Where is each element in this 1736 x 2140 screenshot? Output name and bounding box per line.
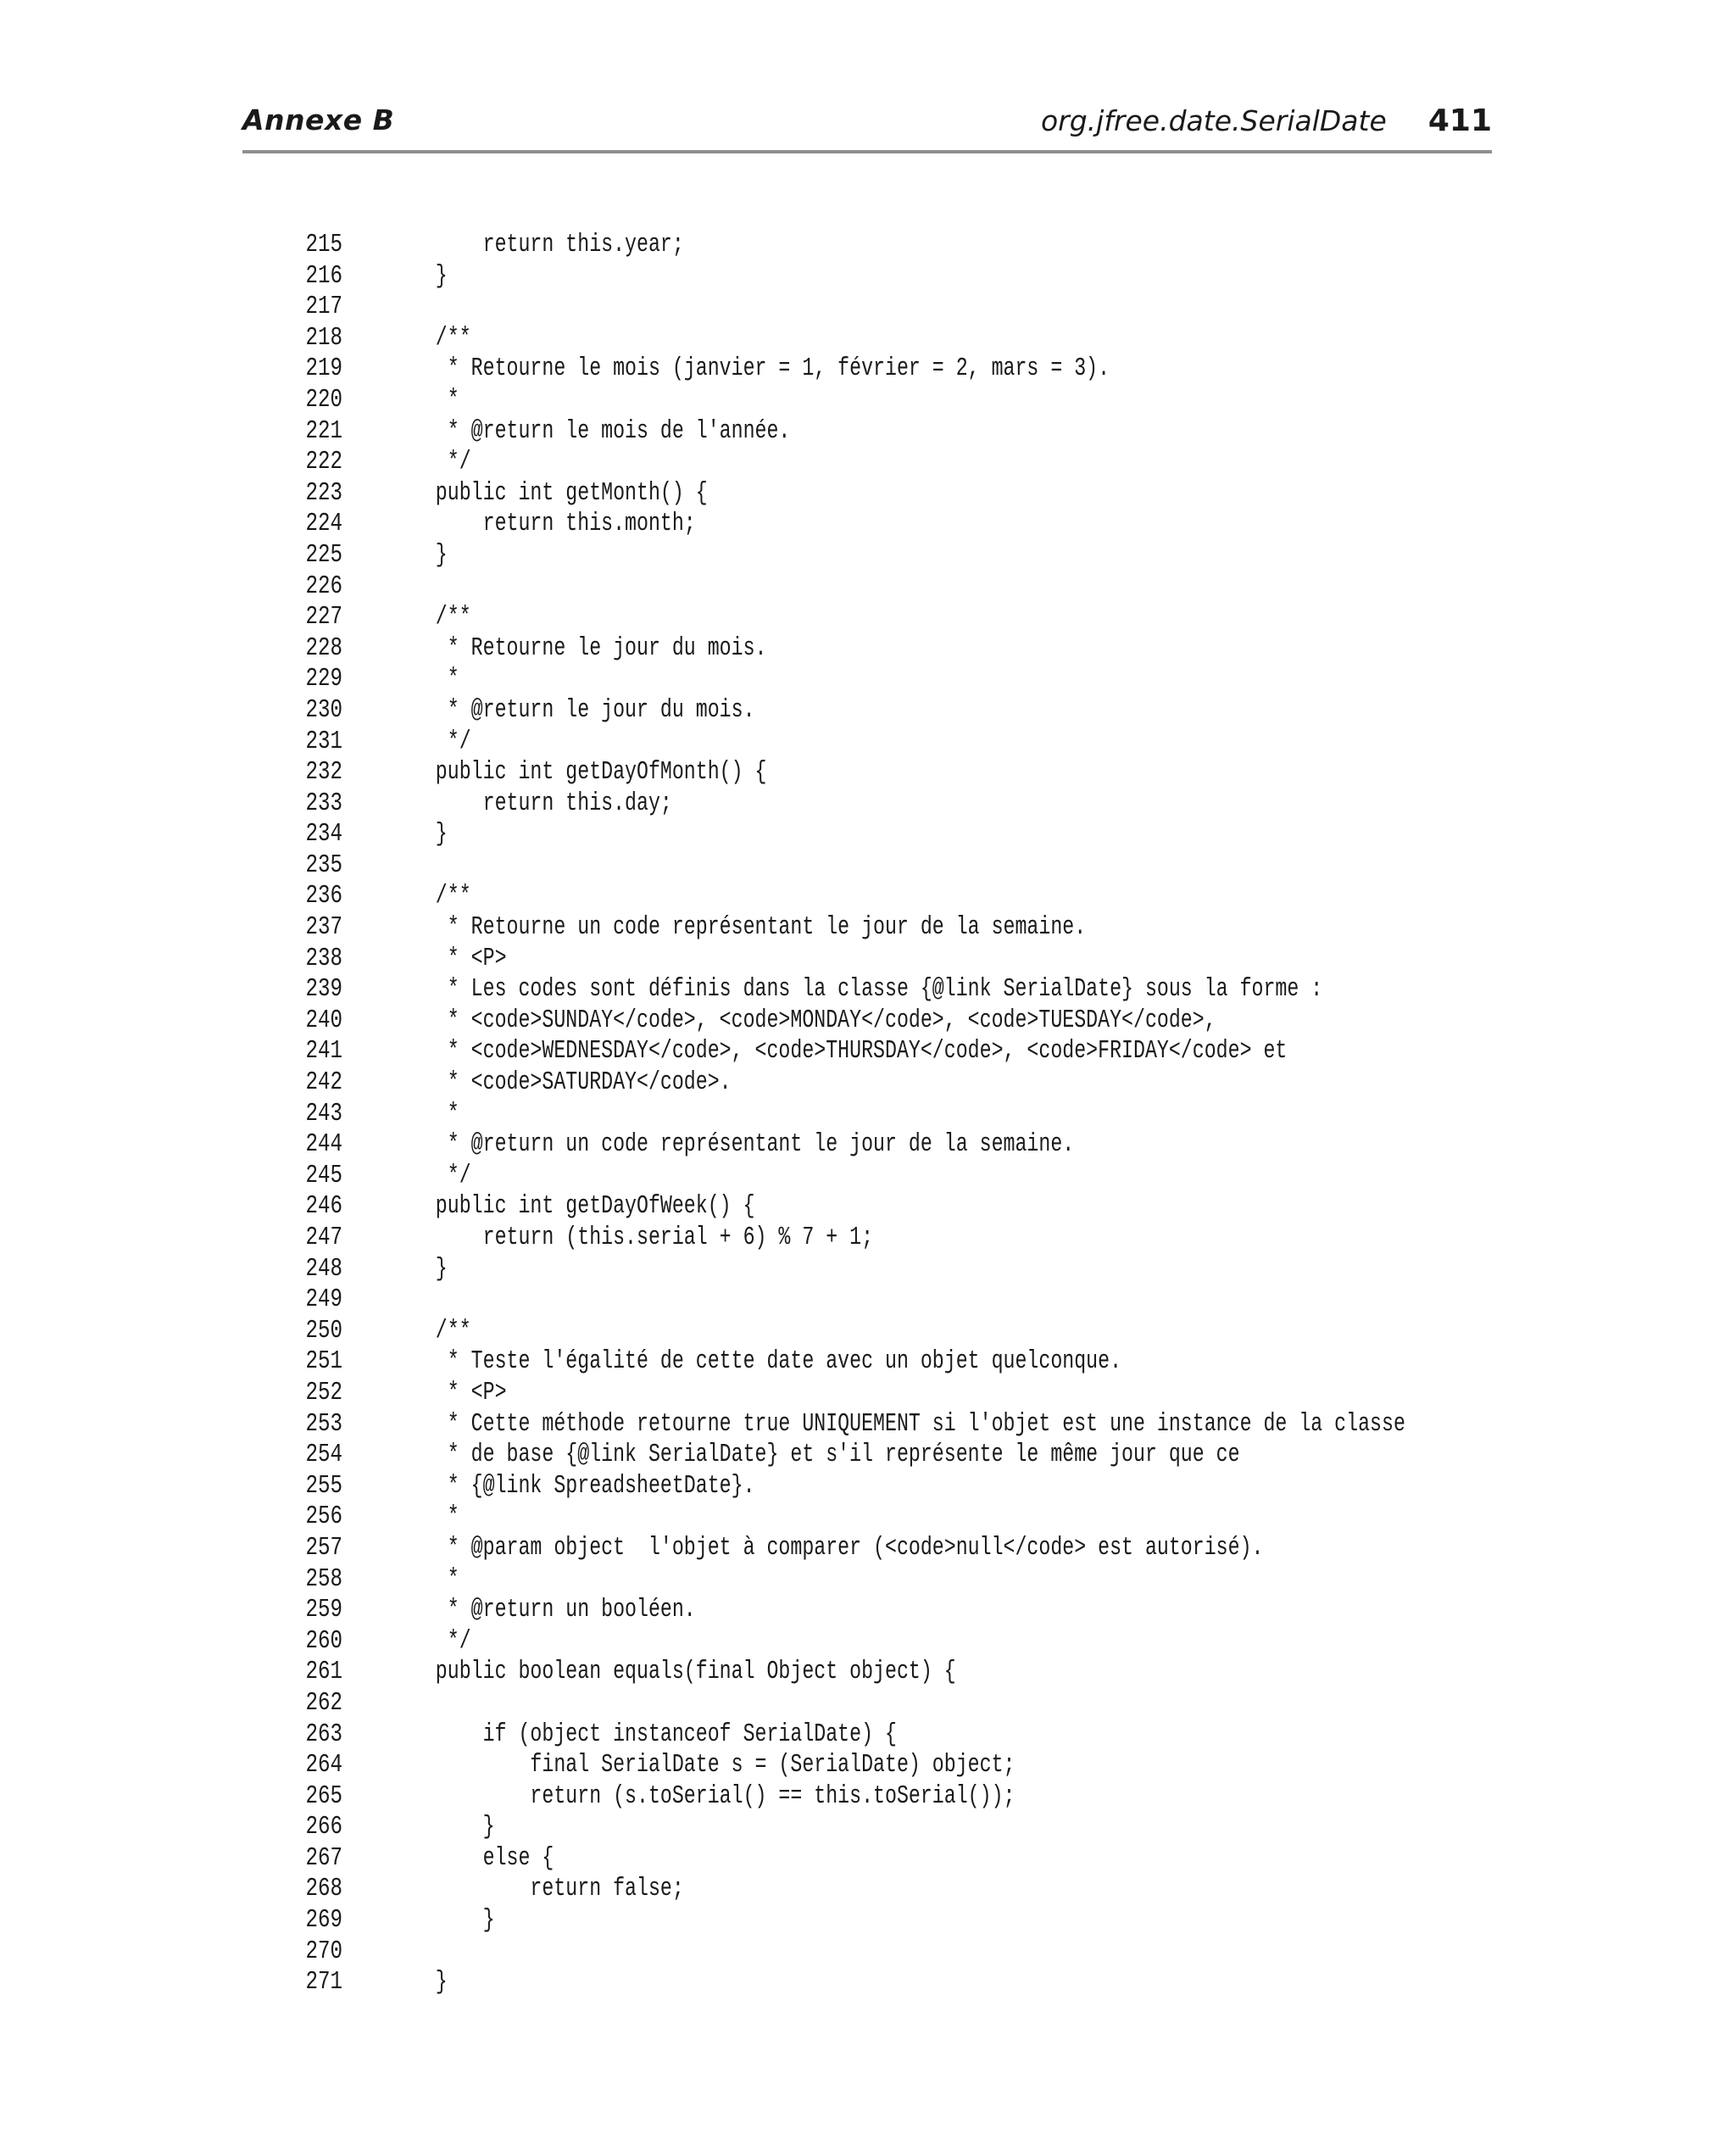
code-line [280, 509, 1736, 540]
code-line [280, 1378, 1736, 1409]
line-number: 255 [305, 1470, 342, 1501]
code-line [280, 1067, 1736, 1099]
line-number: 232 [305, 757, 342, 788]
section-label: Annexe B [242, 103, 395, 137]
code-listing [280, 230, 1736, 1998]
code-line [280, 1161, 1736, 1192]
line-text: */ [388, 726, 471, 756]
code-line [280, 850, 1736, 882]
code-line [280, 1719, 1736, 1751]
line-text: /** [388, 1315, 471, 1346]
line-number: 231 [305, 726, 342, 756]
line-number: 217 [305, 292, 342, 322]
code-line [280, 633, 1736, 665]
code-line [280, 1688, 1736, 1719]
code-line [280, 1812, 1736, 1843]
line-text: * @return un code représentant le jour de la semaine. [388, 1129, 1075, 1160]
line-text: } [388, 539, 448, 570]
code-line [280, 1874, 1736, 1905]
code-line [280, 1409, 1736, 1441]
code-line [280, 695, 1736, 727]
line-text: * <P> [388, 943, 507, 973]
code-line [280, 1533, 1736, 1564]
code-line [280, 354, 1736, 385]
code-line [280, 478, 1736, 510]
line-text: } [388, 1967, 448, 1998]
line-text: return false; [388, 1874, 684, 1904]
line-number: 220 [305, 384, 342, 415]
page-header [242, 97, 1492, 148]
code-line [280, 819, 1736, 850]
line-text: } [388, 1905, 495, 1936]
code-line [280, 571, 1736, 603]
line-text: * @return un booléen. [388, 1595, 696, 1625]
line-text: return this.day; [388, 788, 672, 818]
line-number: 230 [305, 694, 342, 725]
code-line [280, 540, 1736, 571]
line-number: 248 [305, 1253, 342, 1284]
line-number: 242 [305, 1067, 342, 1098]
line-number: 269 [305, 1905, 342, 1936]
line-number: 226 [305, 571, 342, 601]
line-text: * Les codes sont définis dans la classe {@link SerialDate} sous la forme : [388, 974, 1323, 1005]
line-text: return this.year; [388, 230, 684, 259]
code-line [280, 602, 1736, 633]
line-number: 222 [305, 447, 342, 477]
line-number: 221 [305, 415, 342, 446]
line-number: 218 [305, 322, 342, 353]
line-number: 254 [305, 1440, 342, 1470]
line-number: 235 [305, 850, 342, 880]
line-text: * Retourne le jour du mois. [388, 633, 767, 663]
line-number: 227 [305, 602, 342, 633]
code-line [280, 664, 1736, 695]
line-number: 240 [305, 1005, 342, 1035]
line-number: 271 [305, 1967, 342, 1998]
line-text: * [388, 1502, 459, 1532]
line-text: * <code>SATURDAY</code>. [388, 1067, 732, 1098]
code-line [280, 1843, 1736, 1875]
line-text: * Retourne un code représentant le jour de la semaine. [388, 912, 1087, 943]
running-title: org.jfree.date.SerialDate [1040, 104, 1387, 137]
code-line [280, 1657, 1736, 1688]
code-line [280, 1967, 1736, 1998]
line-number: 265 [305, 1781, 342, 1811]
line-number: 256 [305, 1502, 342, 1532]
line-number: 215 [305, 230, 342, 259]
line-text: * [388, 1098, 459, 1129]
line-text: * @return le jour du mois. [388, 694, 755, 725]
code-line [280, 974, 1736, 1006]
line-text: } [388, 1253, 448, 1284]
line-number: 241 [305, 1036, 342, 1067]
line-text: */ [388, 1160, 471, 1190]
line-number: 244 [305, 1129, 342, 1160]
line-number: 258 [305, 1563, 342, 1594]
line-number: 264 [305, 1750, 342, 1781]
line-text: * Retourne le mois (janvier = 1, février = 2, mars = 3). [388, 354, 1110, 384]
code-line [280, 1223, 1736, 1254]
line-number: 262 [305, 1687, 342, 1718]
line-number: 267 [305, 1842, 342, 1873]
line-text: * [388, 384, 459, 415]
line-number: 237 [305, 912, 342, 943]
code-line [280, 727, 1736, 758]
code-line [280, 1006, 1736, 1037]
line-text: if (object instanceof SerialDate) { [388, 1719, 897, 1749]
line-number: 216 [305, 260, 342, 291]
line-text: final SerialDate s = (SerialDate) object; [388, 1750, 1015, 1781]
code-line [280, 1781, 1736, 1813]
line-text: */ [388, 447, 471, 477]
line-text: } [388, 819, 448, 850]
line-number: 252 [305, 1377, 342, 1407]
line-text: return (s.toSerial() == this.toSerial()); [388, 1781, 1015, 1811]
line-text: * <code>SUNDAY</code>, <code>MONDAY</code>, <code>TUESDAY</code>, [388, 1005, 1216, 1035]
line-number: 233 [305, 788, 342, 818]
code-line [280, 1502, 1736, 1533]
code-line [280, 1129, 1736, 1161]
line-text: public int getMonth() { [388, 477, 708, 508]
line-number: 251 [305, 1346, 342, 1377]
code-line [280, 1595, 1736, 1626]
line-text: } [388, 1812, 495, 1842]
line-text: * [388, 664, 459, 694]
line-text: * @param object l'objet à comparer (<code>null</code> est autorisé). [388, 1532, 1264, 1563]
header-right [1041, 103, 1492, 138]
code-line [280, 1254, 1736, 1285]
code-line [280, 1285, 1736, 1316]
line-text: * Teste l'égalité de cette date avec un objet quelconque. [388, 1346, 1122, 1377]
code-line [280, 789, 1736, 820]
code-line [280, 230, 1736, 261]
code-line [280, 1346, 1736, 1378]
line-text: else { [388, 1842, 554, 1873]
code-line [280, 944, 1736, 975]
code-line [280, 881, 1736, 912]
code-line [280, 1440, 1736, 1471]
line-number: 219 [305, 354, 342, 384]
line-text: return this.month; [388, 509, 696, 539]
code-line [280, 912, 1736, 944]
line-text: * Cette méthode retourne true UNIQUEMENT si l'objet est une instance de la classe [388, 1408, 1405, 1439]
code-line [280, 385, 1736, 416]
line-number: 239 [305, 974, 342, 1005]
line-number: 263 [305, 1719, 342, 1749]
line-number: 259 [305, 1595, 342, 1625]
line-text: public boolean equals(final Object object) { [388, 1657, 956, 1687]
line-number: 238 [305, 943, 342, 973]
line-text: /** [388, 322, 471, 353]
line-number: 253 [305, 1408, 342, 1439]
code-line [280, 292, 1736, 323]
line-number: 270 [305, 1936, 342, 1966]
code-line [280, 1626, 1736, 1658]
line-number: 224 [305, 509, 342, 539]
line-number: 225 [305, 539, 342, 570]
line-number: 246 [305, 1191, 342, 1222]
line-number: 245 [305, 1160, 342, 1190]
line-number: 250 [305, 1315, 342, 1346]
code-line [280, 1937, 1736, 1968]
code-line [280, 1471, 1736, 1502]
line-number: 229 [305, 664, 342, 694]
line-number: 247 [305, 1223, 342, 1252]
line-text: return (this.serial + 6) % 7 + 1; [388, 1223, 874, 1252]
code-line [280, 1316, 1736, 1347]
page-number: 411 [1427, 103, 1492, 138]
code-line [280, 1564, 1736, 1596]
line-text: public int getDayOfWeek() { [388, 1191, 755, 1222]
code-line [280, 1750, 1736, 1781]
line-number: 261 [305, 1657, 342, 1687]
line-number: 223 [305, 477, 342, 508]
code-line [280, 1905, 1736, 1937]
code-line [280, 416, 1736, 448]
line-text: * @return le mois de l'année. [388, 415, 791, 446]
code-line [280, 323, 1736, 354]
code-line [280, 447, 1736, 478]
line-text: */ [388, 1625, 471, 1656]
line-text: /** [388, 881, 471, 911]
header-divider [242, 150, 1492, 153]
line-number: 268 [305, 1874, 342, 1904]
line-number: 236 [305, 881, 342, 911]
code-line [280, 1191, 1736, 1223]
line-number: 257 [305, 1532, 342, 1563]
line-number: 234 [305, 819, 342, 850]
line-text: * de base {@link SerialDate} et s'il représente le même jour que ce [388, 1440, 1240, 1470]
line-number: 260 [305, 1625, 342, 1656]
line-number: 243 [305, 1098, 342, 1129]
code-line [280, 757, 1736, 789]
line-text: * {@link SpreadsheetDate}. [388, 1470, 755, 1501]
line-text: * <code>WEDNESDAY</code>, <code>THURSDAY</code>, <code>FRIDAY</code> et [388, 1036, 1288, 1067]
line-number: 228 [305, 633, 342, 663]
line-text: } [388, 260, 448, 291]
line-number: 249 [305, 1285, 342, 1315]
line-text: * [388, 1563, 459, 1594]
line-text: /** [388, 602, 471, 633]
code-line [280, 1036, 1736, 1067]
code-line [280, 1099, 1736, 1130]
line-text: public int getDayOfMonth() { [388, 757, 767, 788]
line-number: 266 [305, 1812, 342, 1842]
line-text: * <P> [388, 1377, 507, 1407]
code-line [280, 261, 1736, 293]
